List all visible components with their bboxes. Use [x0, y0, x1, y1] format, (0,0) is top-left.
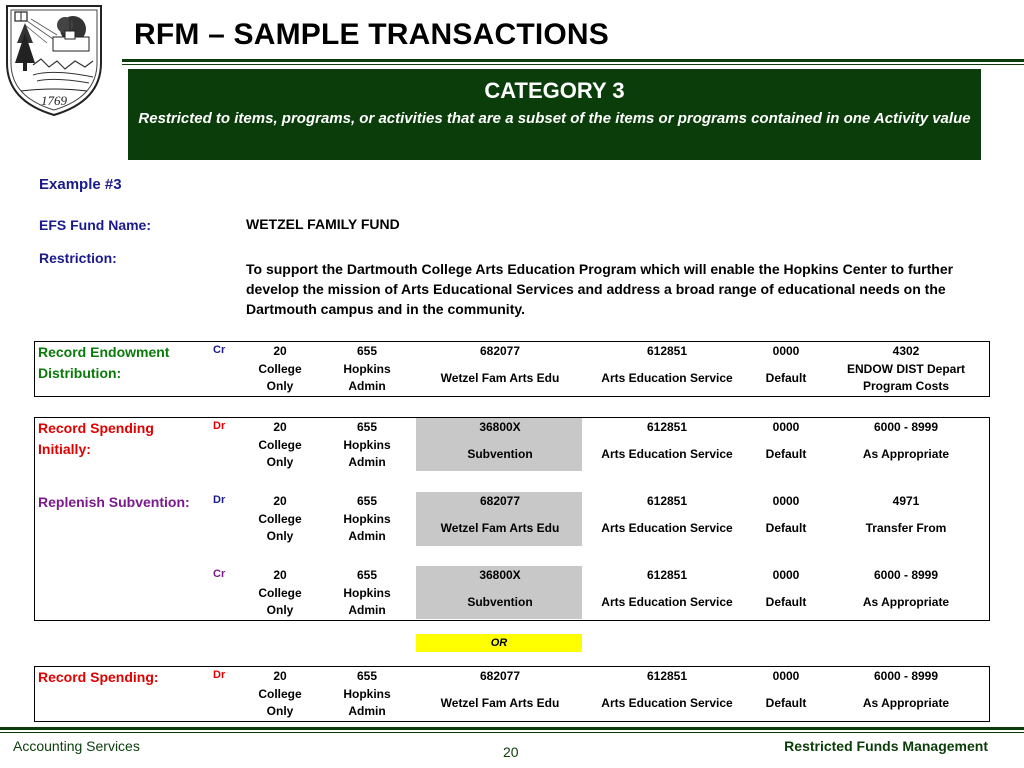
fund-code: 20	[273, 420, 287, 434]
account-desc: As Appropriate	[862, 447, 950, 461]
account-code: 4971	[892, 494, 920, 508]
footer-department: Accounting Services	[13, 738, 140, 754]
record-spending-label: Record Spending:	[38, 669, 159, 685]
dartmouth-shield-logo	[3, 3, 105, 117]
location-code: 0000	[772, 494, 800, 508]
program-desc: Arts Education Service	[601, 595, 733, 609]
org-code: 655	[356, 494, 378, 508]
footer-divider	[0, 727, 1024, 730]
fund-desc: College Only	[258, 362, 302, 393]
location-code: 0000	[772, 344, 800, 358]
org-desc: Hopkins Admin	[343, 586, 391, 617]
record-spending-box	[34, 666, 990, 722]
program-code: 612851	[646, 344, 688, 358]
activity-desc: Subvention	[467, 447, 533, 461]
account-code: 6000 - 8999	[873, 420, 939, 434]
fund-name-value: WETZEL FAMILY FUND	[246, 216, 400, 232]
program-desc: Arts Education Service	[601, 447, 733, 461]
account-desc: ENDOW DIST Depart Program Costs	[846, 362, 965, 393]
logo-year: 1769	[41, 93, 67, 108]
drcr-indicator: Cr	[213, 568, 226, 580]
location-code: 0000	[772, 669, 800, 683]
account-desc: As Appropriate	[862, 595, 950, 609]
spending-initially-label: Record Spending Initially:	[38, 420, 154, 457]
category-banner	[128, 69, 981, 160]
spending-replenish-box	[34, 417, 990, 621]
account-code: 6000 - 8999	[873, 669, 939, 683]
top-divider-thin	[122, 64, 1024, 65]
org-desc: Hopkins Admin	[343, 512, 391, 543]
org-desc: Hopkins Admin	[343, 362, 391, 393]
fund-name-label: EFS Fund Name:	[39, 217, 152, 233]
activity-code: 36800X	[479, 568, 521, 582]
drcr-indicator: Cr	[213, 344, 226, 356]
location-desc: Default	[765, 595, 807, 609]
location-desc: Default	[765, 447, 807, 461]
drcr-indicator: Dr	[213, 420, 226, 432]
activity-desc: Wetzel Fam Arts Edu	[440, 371, 560, 385]
top-divider	[122, 59, 1024, 62]
endowment-distribution-label: Record Endowment Distribution:	[38, 344, 170, 381]
or-separator: OR	[416, 634, 582, 652]
activity-code: 682077	[479, 669, 521, 683]
program-desc: Arts Education Service	[601, 371, 733, 385]
fund-code: 20	[273, 494, 287, 508]
fund-desc: College Only	[258, 687, 302, 718]
fund-code: 20	[273, 669, 287, 683]
program-desc: Arts Education Service	[601, 521, 733, 535]
org-code: 655	[356, 344, 378, 358]
activity-desc: Wetzel Fam Arts Edu	[440, 696, 560, 710]
fund-desc: College Only	[258, 512, 302, 543]
activity-code: 682077	[479, 494, 521, 508]
endowment-distribution-box	[34, 341, 990, 397]
location-desc: Default	[765, 521, 807, 535]
program-code: 612851	[646, 420, 688, 434]
category-title: CATEGORY 3	[484, 78, 625, 103]
drcr-indicator: Dr	[213, 494, 226, 506]
activity-code: 682077	[479, 344, 521, 358]
location-desc: Default	[765, 696, 807, 710]
drcr-indicator: Dr	[213, 669, 226, 681]
location-code: 0000	[772, 568, 800, 582]
org-desc: Hopkins Admin	[343, 687, 391, 718]
replenish-subvention-label: Replenish Subvention:	[38, 494, 190, 510]
activity-code: 36800X	[479, 420, 521, 434]
fund-desc: College Only	[258, 586, 302, 617]
restriction-text: To support the Dartmouth College Arts Education Program which will enable the Hopkins Center to further develop the mission of Arts Educational Services and address a broad range of educational needs on the Dartmouth campus and in the community.	[246, 261, 954, 317]
org-desc: Hopkins Admin	[343, 438, 391, 469]
footer-divider-thin	[0, 732, 1024, 733]
org-code: 655	[356, 568, 378, 582]
activity-desc: Wetzel Fam Arts Edu	[440, 521, 560, 535]
account-desc: Transfer From	[865, 521, 947, 535]
page-title: RFM – SAMPLE TRANSACTIONS	[134, 18, 610, 51]
program-code: 612851	[646, 494, 688, 508]
account-desc: As Appropriate	[862, 696, 950, 710]
account-code: 4302	[892, 344, 920, 358]
org-code: 655	[356, 669, 378, 683]
location-desc: Default	[765, 371, 807, 385]
fund-desc: College Only	[258, 438, 302, 469]
page-number: 20	[503, 744, 519, 760]
activity-desc: Subvention	[467, 595, 533, 609]
account-code: 6000 - 8999	[873, 568, 939, 582]
category-description: Restricted to items, programs, or activities that are a subset of the items or programs contained in one Activity value	[138, 110, 971, 127]
org-code: 655	[356, 420, 378, 434]
restriction-label: Restriction:	[39, 250, 117, 266]
footer-section: Restricted Funds Management	[784, 738, 988, 754]
example-heading: Example #3	[39, 176, 122, 193]
program-desc: Arts Education Service	[601, 696, 733, 710]
program-code: 612851	[646, 568, 688, 582]
location-code: 0000	[772, 420, 800, 434]
fund-code: 20	[273, 568, 287, 582]
fund-code: 20	[273, 344, 287, 358]
program-code: 612851	[646, 669, 688, 683]
